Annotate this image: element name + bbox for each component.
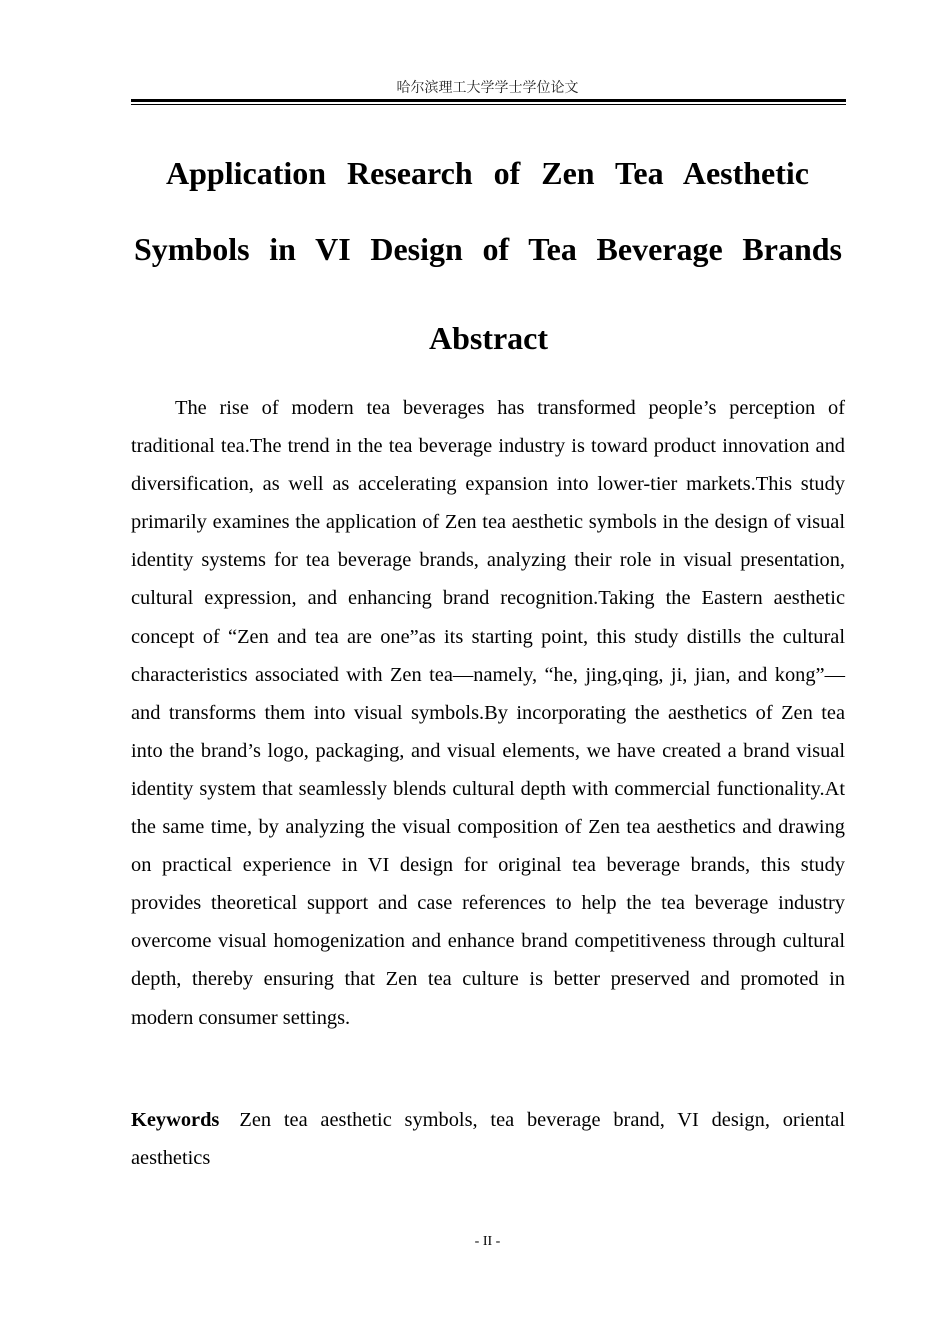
abstract-body: The rise of modern tea beverages has transformed people’s perception of traditional tea.The trend in the tea beverage industry is toward product innovation and diversification, as well as accelerating expansion into lower-tier markets.This study primarily examines the application of Zen tea aesthetic symbols in the design of visual identity systems for tea beverage brands, analyzing their role in visual presentation, cultural expression, and enhancing brand recognition.Taking the Eastern aesthetic concept of “Zen and tea are one”as its starting point, this study distills the cultural characteristics associated with Zen tea—namely, “he, jing,qing, ji, jian, and kong”—and transforms them into visual symbols.By incorporating the aesthetics of Zen tea into the brand’s logo, packaging, and visual elements, we have created a brand visual identity system that seamlessly blends cultural depth with commercial functionality.At the same time, by analyzing the visual composition of Zen tea aesthetics and drawing on practical experience in VI design for original tea beverage brands, this study provides theoretical support and case references to help the tea beverage industry overcome visual homogenization and enhance brand competitiveness through cultural depth, thereby ensuring that Zen tea culture is better preserved and promoted in modern consumer settings. bbox=[131, 397, 845, 1029]
paper-title-line-1: Application Research of Zen Tea Aesthetic bbox=[166, 155, 809, 191]
page-number: - II - bbox=[474, 1234, 501, 1249]
keywords-paragraph bbox=[131, 1101, 845, 1177]
keywords-label: Keywords bbox=[131, 1109, 220, 1131]
header-rule bbox=[131, 99, 846, 105]
abstract-heading: Abstract bbox=[428, 320, 549, 356]
running-header: 哈尔滨理工大学学士学位论文 bbox=[396, 80, 579, 96]
keywords-text: Zen tea aesthetic symbols, tea beverage brand, VI design, oriental aesthetics bbox=[131, 1109, 845, 1169]
paper-title-line-2: Symbols in VI Design of Tea Beverage Brands bbox=[134, 231, 842, 267]
